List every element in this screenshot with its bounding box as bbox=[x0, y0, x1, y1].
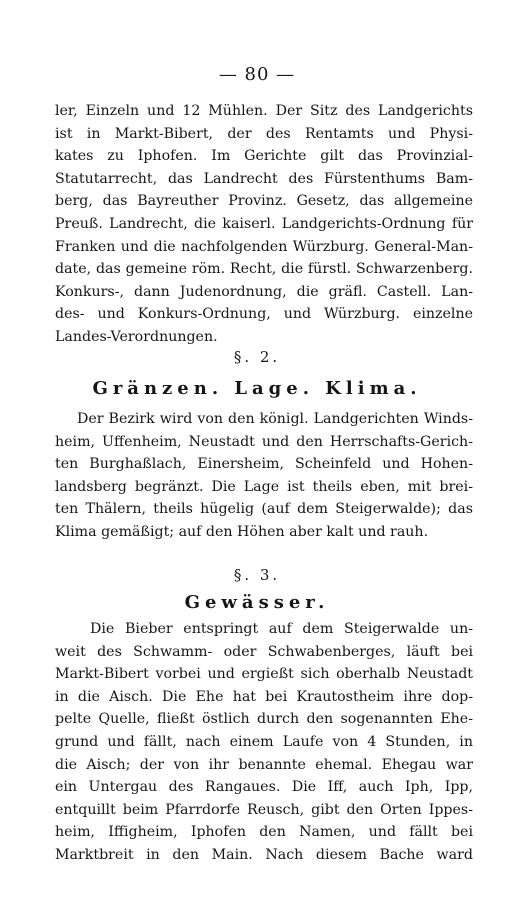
text-line: Statutarrecht, das Landrecht des Fürstenthums Bam- bbox=[55, 170, 473, 187]
text-line: kates zu Iphofen. Im Gerichte gilt das Provinzial- bbox=[55, 148, 473, 165]
text-line: in die Aisch. Die Ehe hat bei Krautostheim ihre dop- bbox=[55, 688, 473, 705]
text-line: pelte Quelle, fließt östlich durch den sogenannten Ehe- bbox=[55, 711, 473, 728]
text-line: entquillt beim Pfarrdorfe Reusch, gibt den Orten Ippes- bbox=[55, 801, 473, 818]
text-line: Klima gemäßigt; auf den Höhen aber kalt und rauh. bbox=[55, 523, 429, 540]
text-line: heim, Iffigheim, Iphofen den Namen, und fällt bei bbox=[55, 824, 473, 841]
text-line: Preuß. Landrecht, die kaiserl. Landgerichts-Ordnung für bbox=[55, 215, 473, 232]
text-line: weit des Schwamm- oder Schwabenberges, läuft bei bbox=[55, 643, 473, 660]
page-number: — 80 — bbox=[218, 64, 296, 85]
paragraph-court-jurisdiction bbox=[55, 100, 473, 349]
paragraph-waters bbox=[55, 618, 473, 867]
paragraph-borders bbox=[55, 408, 473, 544]
text-line: berg, das Bayreuther Provinz. Gesetz, das allgemeine bbox=[55, 193, 473, 210]
text-line: ler, Einzeln und 12 Mühlen. Der Sitz des Landgerichts bbox=[55, 103, 473, 119]
text-line: Die Bieber entspringt auf dem Steigerwalde un- bbox=[90, 621, 473, 637]
text-line: grund und fällt, nach einem Laufe von 4 Stunden, in bbox=[55, 733, 473, 750]
text-line: Marktbreit in den Main. Nach diesem Bache ward bbox=[55, 846, 473, 863]
text-line: ist in Markt-Bibert, der des Rentamts und Physi- bbox=[55, 125, 473, 142]
section-2-number: §. 2. bbox=[233, 348, 281, 366]
text-line: Franken und die nachfolgenden Würzburg. General-Man- bbox=[55, 238, 473, 255]
text-line: Der Bezirk wird von den königl. Landgerichten Winds- bbox=[77, 411, 473, 427]
text-line: die Aisch; der von ihr benannte ehemal. Ehegau war bbox=[55, 756, 473, 773]
text-line: landsberg begränzt. Die Lage ist theils eben, mit brei- bbox=[55, 478, 473, 495]
text-line: ein Untergau des Rangaues. Die Iff, auch Iph, Ipp, bbox=[55, 779, 473, 796]
text-line: Konkurs-, dann Judenordnung, die gräfl. Castell. Lan- bbox=[55, 283, 473, 300]
text-line: des- und Konkurs-Ordnung, und Würzburg. einzelne bbox=[55, 306, 473, 323]
text-line: heim, Uffenheim, Neustadt und den Herrschafts-Gerich- bbox=[55, 433, 473, 450]
text-line: ten Burghaßlach, Einersheim, Scheinfeld und Hohen- bbox=[55, 456, 473, 473]
section-3-title: Gewässer. bbox=[184, 592, 330, 613]
section-2-title: Gränzen. Lage. Klima. bbox=[92, 378, 422, 399]
text-line: ten Thälern, theils hügelig (auf dem Steigerwalde); das bbox=[55, 501, 473, 518]
text-line: Markt-Bibert vorbei und ergießt sich oberhalb Neustadt bbox=[55, 666, 473, 683]
section-3-number: §. 3. bbox=[233, 566, 281, 584]
text-line: date, das gemeine röm. Recht, die fürstl. Schwarzenberg. bbox=[55, 261, 473, 278]
text-line: Landes-Verordnungen. bbox=[55, 328, 218, 345]
